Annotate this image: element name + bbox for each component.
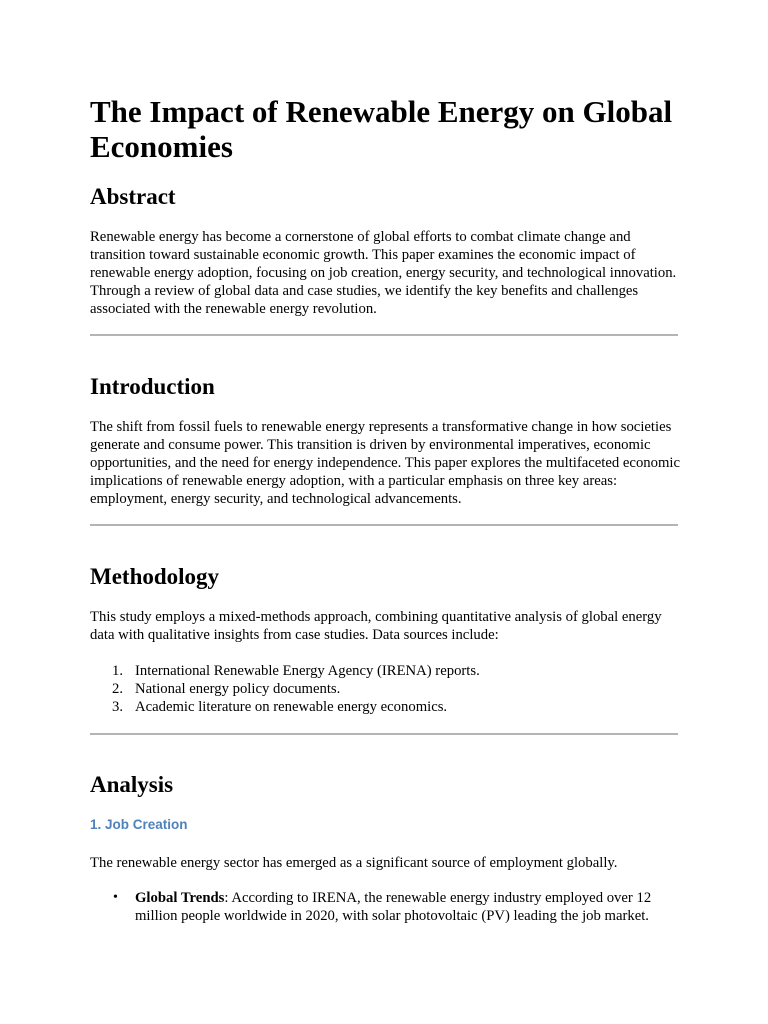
abstract-body: Renewable energy has become a cornerstone of global efforts to combat climate change and transition toward sustainable economic growth. This paper examines the economic impact of renewable energy adoption, focusing on job creation, energy security, and technological innovation. Through a review of global data and case studies, we identify the key benefits and challenges associated with the renewable energy revolution.: [90, 229, 677, 317]
list-number: 3.: [112, 699, 124, 715]
bullet-label: Global Trends: [135, 890, 225, 906]
introduction-heading: Introduction: [90, 374, 215, 399]
analysis-body: The renewable energy sector has emerged as a significant source of employment globally.: [90, 855, 618, 871]
analysis-bullet-list: [90, 889, 680, 925]
list-item-text: Academic literature on renewable energy economics.: [135, 699, 448, 715]
bullet-icon: •: [113, 890, 118, 905]
paper-title: The Impact of Renewable Energy on Global Economies: [90, 94, 673, 164]
job-creation-subheading: 1. Job Creation: [90, 817, 188, 832]
list-item: [90, 889, 680, 925]
analysis-heading: Analysis: [90, 772, 174, 797]
abstract-heading: Abstract: [90, 184, 176, 209]
list-item: [90, 662, 680, 680]
list-number: 2.: [112, 681, 124, 697]
section-divider: [90, 733, 678, 735]
bullet-text: : According to IRENA, the renewable energy industry employed over 12 million people worldwide in 2020, with solar photovoltaic (PV) leading the job market.: [135, 890, 652, 924]
list-item: [90, 680, 680, 698]
methodology-heading: Methodology: [90, 564, 220, 589]
data-sources-list: [90, 662, 680, 716]
section-divider: [90, 334, 678, 336]
section-divider: [90, 524, 678, 526]
list-item-text: International Renewable Energy Agency (IRENA) reports.: [135, 663, 480, 679]
introduction-body: The shift from fossil fuels to renewable energy represents a transformative change in how societies generate and consume power. This transition is driven by environmental imperatives, economic opportunities, and the need for energy independence. This paper explores the multifaceted economic implications of renewable energy adoption, with a particular emphasis on three key areas: employment, energy security, and technological advancements.: [90, 419, 681, 507]
list-number: 1.: [112, 663, 124, 679]
list-item-text: National energy policy documents.: [135, 681, 341, 697]
methodology-body: This study employs a mixed-methods approach, combining quantitative analysis of global energy data with qualitative insights from case studies. Data sources include:: [90, 609, 662, 643]
list-item: [90, 698, 680, 716]
